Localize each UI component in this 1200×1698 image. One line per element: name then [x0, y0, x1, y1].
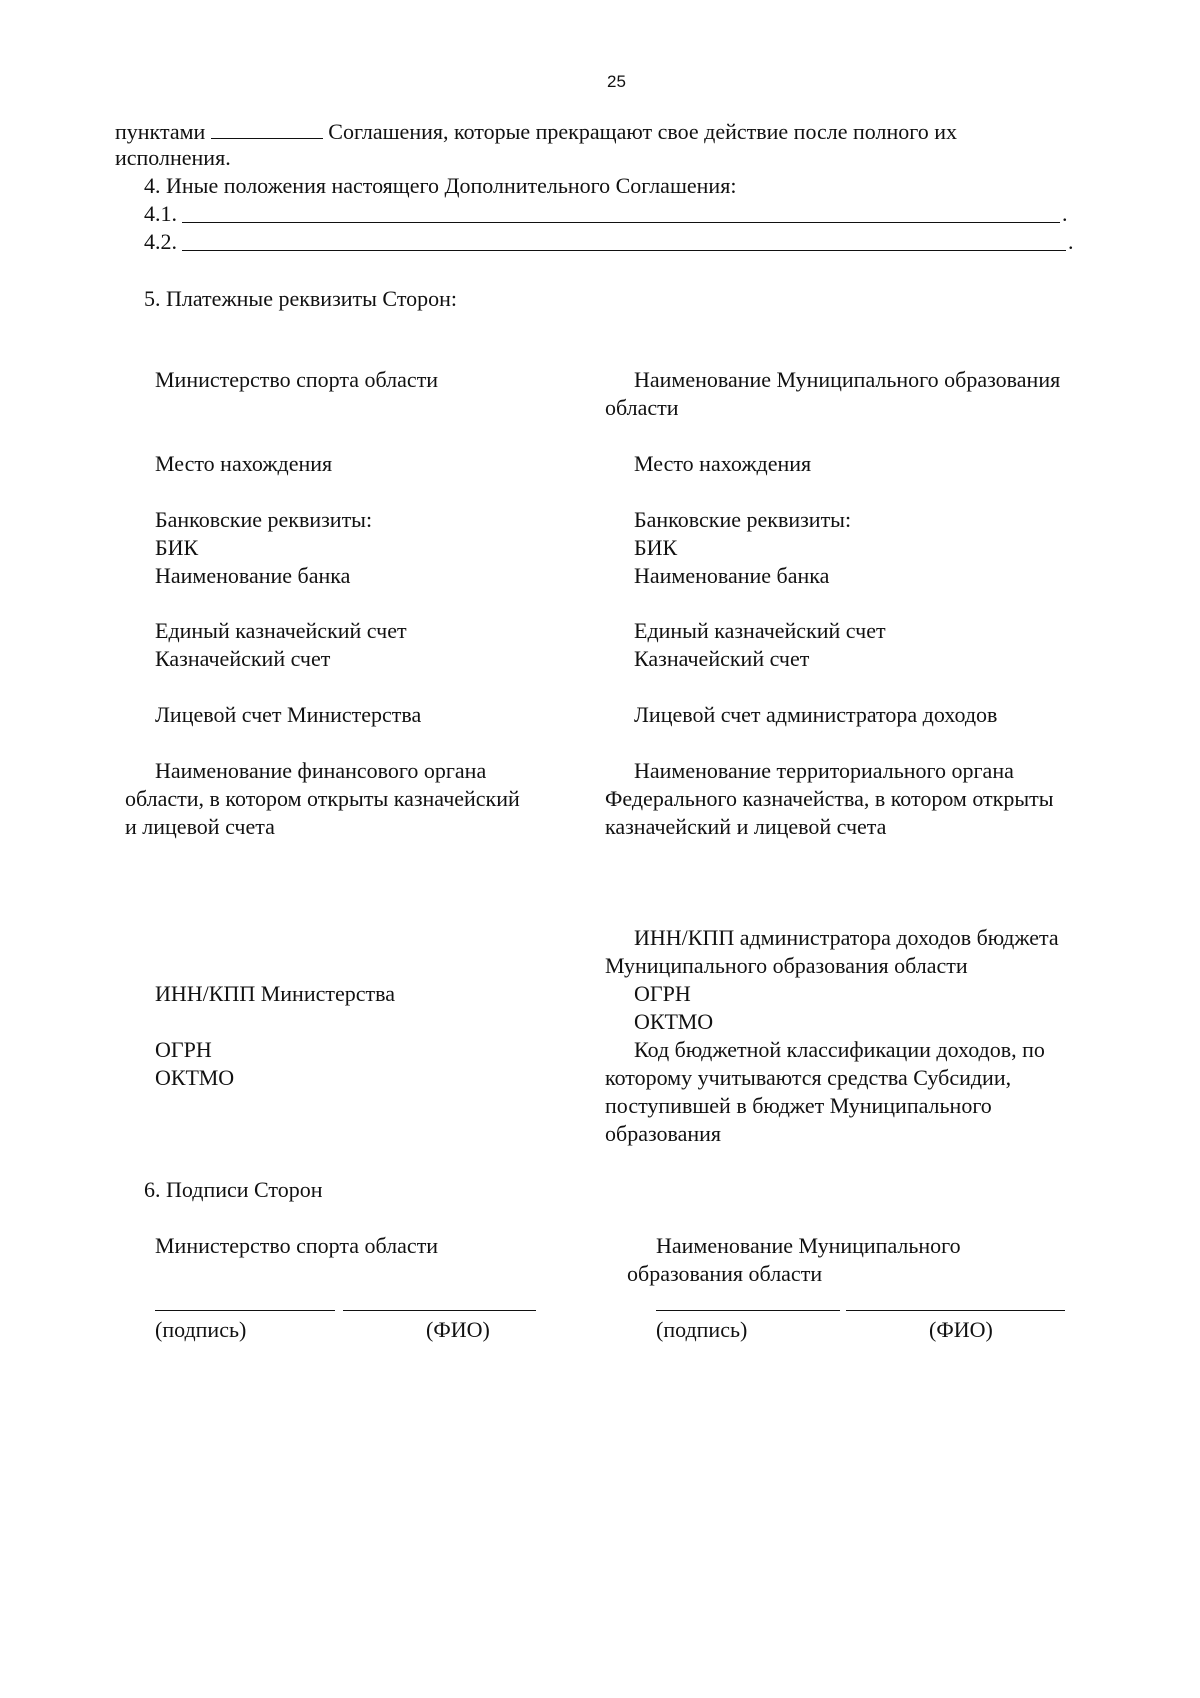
right-party-name-line1: Наименование Муниципального образования — [634, 367, 1061, 392]
section4-item2-line — [182, 250, 1066, 251]
intro-prefix: пунктами — [115, 119, 206, 144]
sign-left-signature-label: (подпись) — [155, 1317, 247, 1342]
right-single-account: Единый казначейский счет — [634, 618, 886, 643]
right-kbk-line2: которому учитываются средства Субсидии, — [605, 1065, 1012, 1090]
page-number: 25 — [607, 72, 626, 91]
right-bank-header: Банковские реквизиты: — [634, 507, 852, 532]
sign-right-party-name-line1: Наименование Муниципального — [656, 1233, 961, 1258]
section4-item2-label: 4.2. — [144, 229, 177, 254]
right-kbk-line4: образования — [605, 1121, 722, 1146]
sign-left-fio-line — [343, 1310, 536, 1311]
left-bank-name: Наименование банка — [155, 563, 351, 588]
right-territorial-line2: Федерального казначейства, в котором открыты — [605, 786, 1054, 811]
right-location: Место нахождения — [634, 451, 812, 476]
right-kbk-line1: Код бюджетной классификации доходов, по — [634, 1037, 1045, 1062]
sign-right-signature-label: (подпись) — [656, 1317, 748, 1342]
left-treasury-account: Казначейский счет — [155, 646, 331, 671]
left-single-account: Единый казначейский счет — [155, 618, 407, 643]
right-party-name-line2: области — [605, 395, 679, 420]
sign-left-party-name: Министерство спорта области — [155, 1233, 439, 1258]
sign-left-fio-label: (ФИО) — [426, 1317, 490, 1342]
sign-right-fio-label: (ФИО) — [929, 1317, 993, 1342]
right-territorial-line3: казначейский и лицевой счета — [605, 814, 887, 839]
section4-item1-label: 4.1. — [144, 201, 177, 226]
intro-blank — [211, 116, 323, 139]
right-territorial-line1: Наименование территориального органа — [634, 758, 1014, 783]
sign-right-signature-line — [656, 1310, 840, 1311]
right-bik: БИК — [634, 535, 678, 560]
section6-heading: 6. Подписи Сторон — [144, 1177, 323, 1202]
section4-item1-line — [182, 222, 1060, 223]
right-inn-kpp-line2: Муниципального образования области — [605, 953, 968, 978]
left-ogrn: ОГРН — [155, 1037, 212, 1062]
left-oktmo: ОКТМО — [155, 1065, 235, 1090]
sign-left-signature-line — [155, 1310, 335, 1311]
left-fin-body-line2: области, в котором открыты казначейский — [125, 786, 520, 811]
left-fin-body-line3: и лицевой счета — [125, 814, 275, 839]
section4-item1-end: . — [1062, 201, 1068, 226]
right-oktmo: ОКТМО — [634, 1009, 714, 1034]
intro-continuation: исполнения. — [115, 145, 231, 170]
left-party-name: Министерство спорта области — [155, 367, 439, 392]
intro-suffix: Соглашения, которые прекращают свое действие после полного их — [328, 119, 957, 144]
left-location: Место нахождения — [155, 451, 333, 476]
left-bank-header: Банковские реквизиты: — [155, 507, 373, 532]
left-fin-body-line1: Наименование финансового органа — [155, 758, 487, 783]
right-personal-account: Лицевой счет администратора доходов — [634, 702, 998, 727]
left-bik: БИК — [155, 535, 199, 560]
right-bank-name: Наименование банка — [634, 563, 830, 588]
right-treasury-account: Казначейский счет — [634, 646, 810, 671]
section5-heading: 5. Платежные реквизиты Сторон: — [144, 286, 458, 311]
intro-line — [115, 116, 957, 146]
right-kbk-line3: поступившей в бюджет Муниципального — [605, 1093, 992, 1118]
left-inn-kpp: ИНН/КПП Министерства — [155, 981, 395, 1006]
sign-right-party-name-line2: образования области — [627, 1261, 823, 1286]
section4-heading: 4. Иные положения настоящего Дополнительного Соглашения: — [144, 173, 737, 198]
left-personal-account: Лицевой счет Министерства — [155, 702, 422, 727]
right-ogrn: ОГРН — [634, 981, 691, 1006]
section4-item2-end: . — [1068, 229, 1074, 254]
sign-right-fio-line — [846, 1310, 1065, 1311]
right-inn-kpp-line1: ИНН/КПП администратора доходов бюджета — [634, 925, 1059, 950]
